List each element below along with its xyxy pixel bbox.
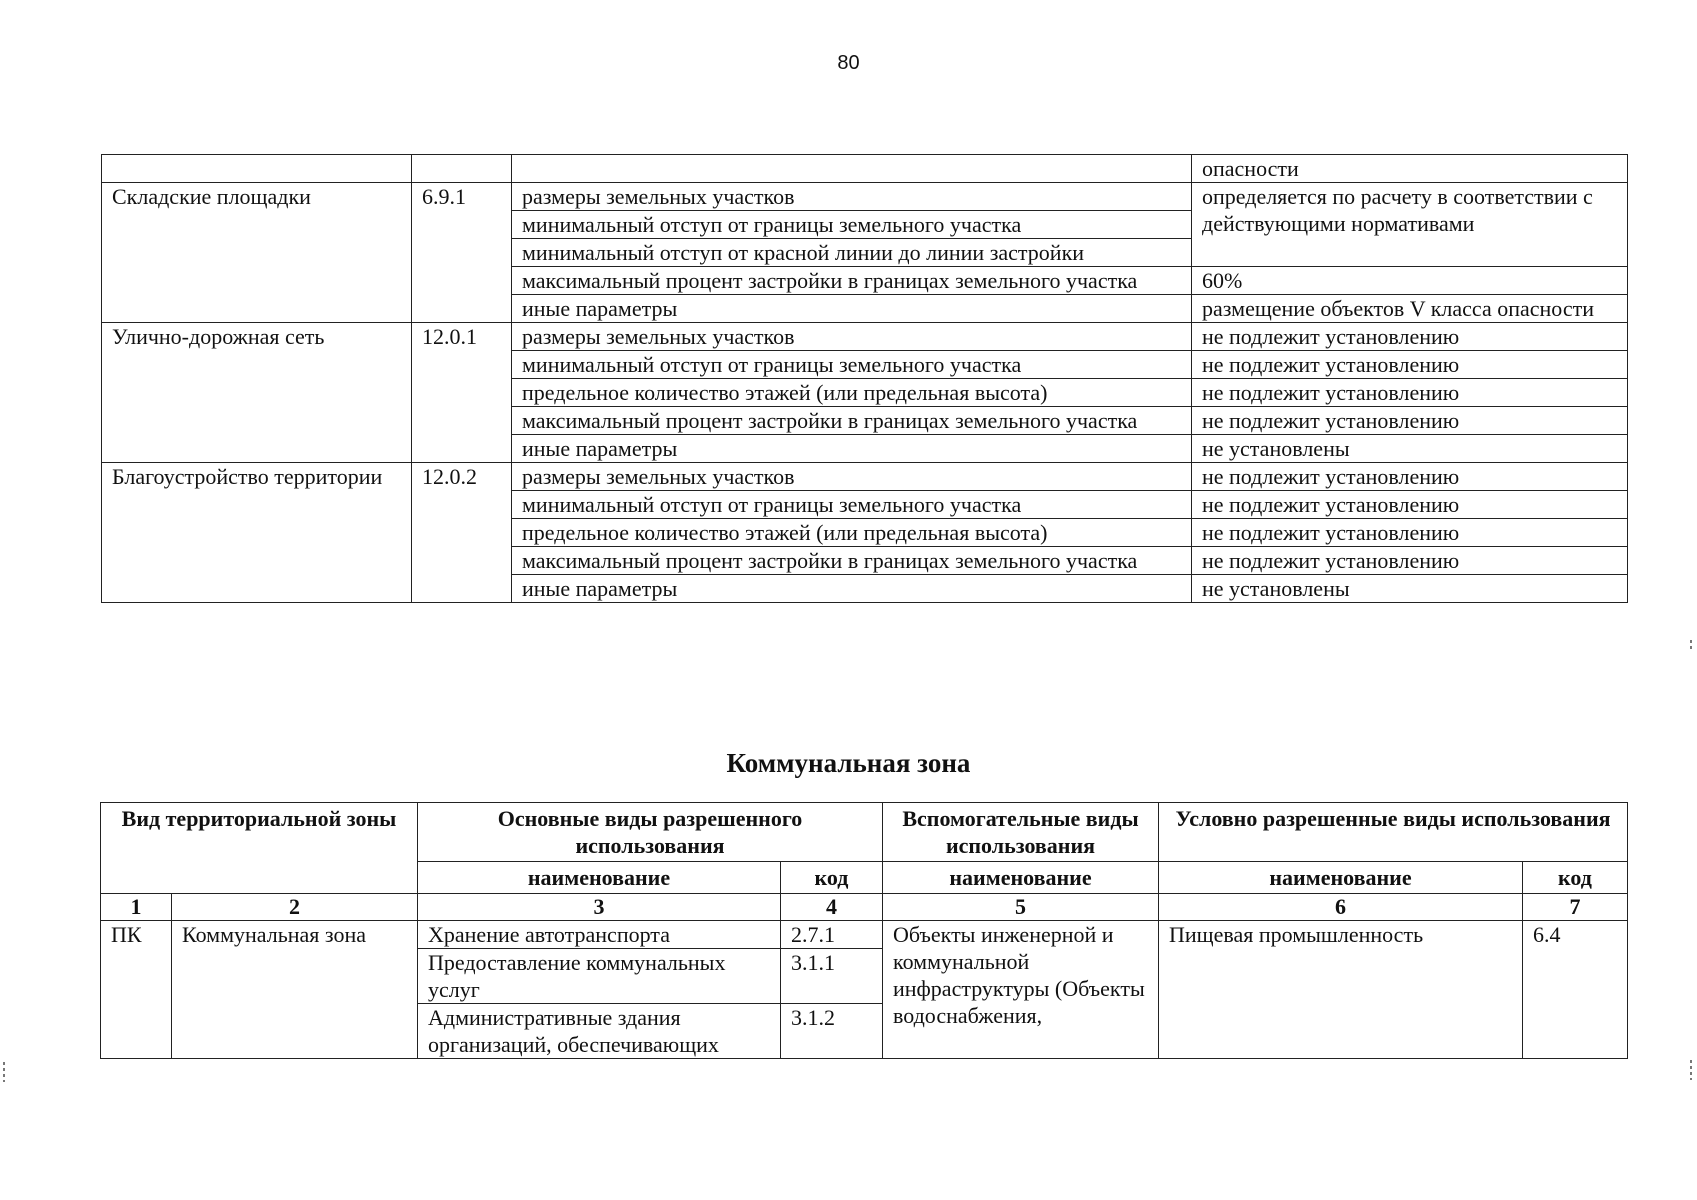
table-row xyxy=(102,155,1628,183)
column-number: 3 xyxy=(418,894,781,921)
header-name: наименование xyxy=(1159,862,1523,894)
main-use-name: Хранение автотранспорта xyxy=(418,921,781,949)
use-name: Благоустройство территории xyxy=(102,463,412,603)
parameter-value: не подлежит установлению xyxy=(1192,491,1628,519)
header-name: наименование xyxy=(883,862,1159,894)
parameter-value: не подлежит установлению xyxy=(1192,519,1628,547)
parameter-value: не подлежит установлению xyxy=(1192,351,1628,379)
conditional-use-name: Пищевая промышленность xyxy=(1159,921,1523,1059)
table-row xyxy=(102,183,1628,211)
main-use-code: 3.1.1 xyxy=(781,949,883,1004)
header-code: код xyxy=(781,862,883,894)
parameter-name: минимальный отступ от границы земельного участка xyxy=(512,211,1192,239)
header-aux-uses: Вспомогательные виды использования xyxy=(883,803,1159,862)
parameter-name: размеры земельных участков xyxy=(512,183,1192,211)
use-name: Складские площадки xyxy=(102,183,412,323)
parameter-name: предельное количество этажей (или предельная высота) xyxy=(512,379,1192,407)
parameter-name: максимальный процент застройки в границах земельного участка xyxy=(512,267,1192,295)
parameter-value: не подлежит установлению xyxy=(1192,547,1628,575)
header-zone-type: Вид территориальной зоны xyxy=(101,803,418,894)
scan-edge-mark xyxy=(1690,1060,1692,1080)
table-row xyxy=(101,921,1628,949)
main-use-code: 2.7.1 xyxy=(781,921,883,949)
parameter-value: не подлежит установлению xyxy=(1192,379,1628,407)
parameter-name: размеры земельных участков xyxy=(512,323,1192,351)
table-cell xyxy=(412,155,512,183)
parameter-name: иные параметры xyxy=(512,575,1192,603)
table-row xyxy=(102,323,1628,351)
column-number: 2 xyxy=(172,894,418,921)
page-number: 80 xyxy=(837,52,860,74)
table-cell xyxy=(512,155,1192,183)
parameter-value: определяется по расчету в соответствии с действующими нормативами xyxy=(1192,183,1628,267)
column-number-row xyxy=(101,894,1628,921)
parameter-value: не подлежит установлению xyxy=(1192,407,1628,435)
header-code: код xyxy=(1523,862,1628,894)
aux-use: Объекты инженерной и коммунальной инфраструктуры (Объекты водоснабжения, xyxy=(883,921,1159,1059)
parameter-value: размещение объектов V класса опасности xyxy=(1192,295,1628,323)
zone-code: ПК xyxy=(101,921,172,1059)
column-number: 5 xyxy=(883,894,1159,921)
parameter-name: минимальный отступ от красной линии до линии застройки xyxy=(512,239,1192,267)
parameter-name: иные параметры xyxy=(512,435,1192,463)
table-cell xyxy=(102,155,412,183)
parameter-value: 60% xyxy=(1192,267,1628,295)
parameter-name: максимальный процент застройки в границах земельного участка xyxy=(512,407,1192,435)
column-number: 7 xyxy=(1523,894,1628,921)
use-code: 6.9.1 xyxy=(412,183,512,323)
parameter-value: не подлежит установлению xyxy=(1192,323,1628,351)
parameter-name: иные параметры xyxy=(512,295,1192,323)
zone-uses-table xyxy=(100,802,1628,1059)
section-heading: Коммунальная зона xyxy=(726,748,971,778)
zone-name: Коммунальная зона xyxy=(172,921,418,1059)
parameter-name: минимальный отступ от границы земельного участка xyxy=(512,351,1192,379)
table-row xyxy=(102,463,1628,491)
parameter-name: максимальный процент застройки в границах земельного участка xyxy=(512,547,1192,575)
main-use-name: Административные здания организаций, обеспечивающих xyxy=(418,1004,781,1059)
main-use-name: Предоставление коммунальных услуг xyxy=(418,949,781,1004)
parameter-name: предельное количество этажей (или предельная высота) xyxy=(512,519,1192,547)
parameter-name: размеры земельных участков xyxy=(512,463,1192,491)
main-use-code: 3.1.2 xyxy=(781,1004,883,1059)
use-name: Улично-дорожная сеть xyxy=(102,323,412,463)
parameter-value: не установлены xyxy=(1192,575,1628,603)
scan-edge-mark xyxy=(3,1062,5,1082)
parameter-value: опасности xyxy=(1192,155,1628,183)
conditional-use-code: 6.4 xyxy=(1523,921,1628,1059)
parameter-value: не подлежит установлению xyxy=(1192,463,1628,491)
scan-edge-mark xyxy=(1690,640,1692,650)
parameter-value: не установлены xyxy=(1192,435,1628,463)
table-header-row xyxy=(101,803,1628,862)
header-name: наименование xyxy=(418,862,781,894)
column-number: 1 xyxy=(101,894,172,921)
column-number: 6 xyxy=(1159,894,1523,921)
use-code: 12.0.1 xyxy=(412,323,512,463)
parameter-name: минимальный отступ от границы земельного участка xyxy=(512,491,1192,519)
zone-parameters-table xyxy=(101,154,1628,603)
header-conditional-uses: Условно разрешенные виды использования xyxy=(1159,803,1628,862)
header-main-uses: Основные виды разрешенного использования xyxy=(418,803,883,862)
use-code: 12.0.2 xyxy=(412,463,512,603)
column-number: 4 xyxy=(781,894,883,921)
